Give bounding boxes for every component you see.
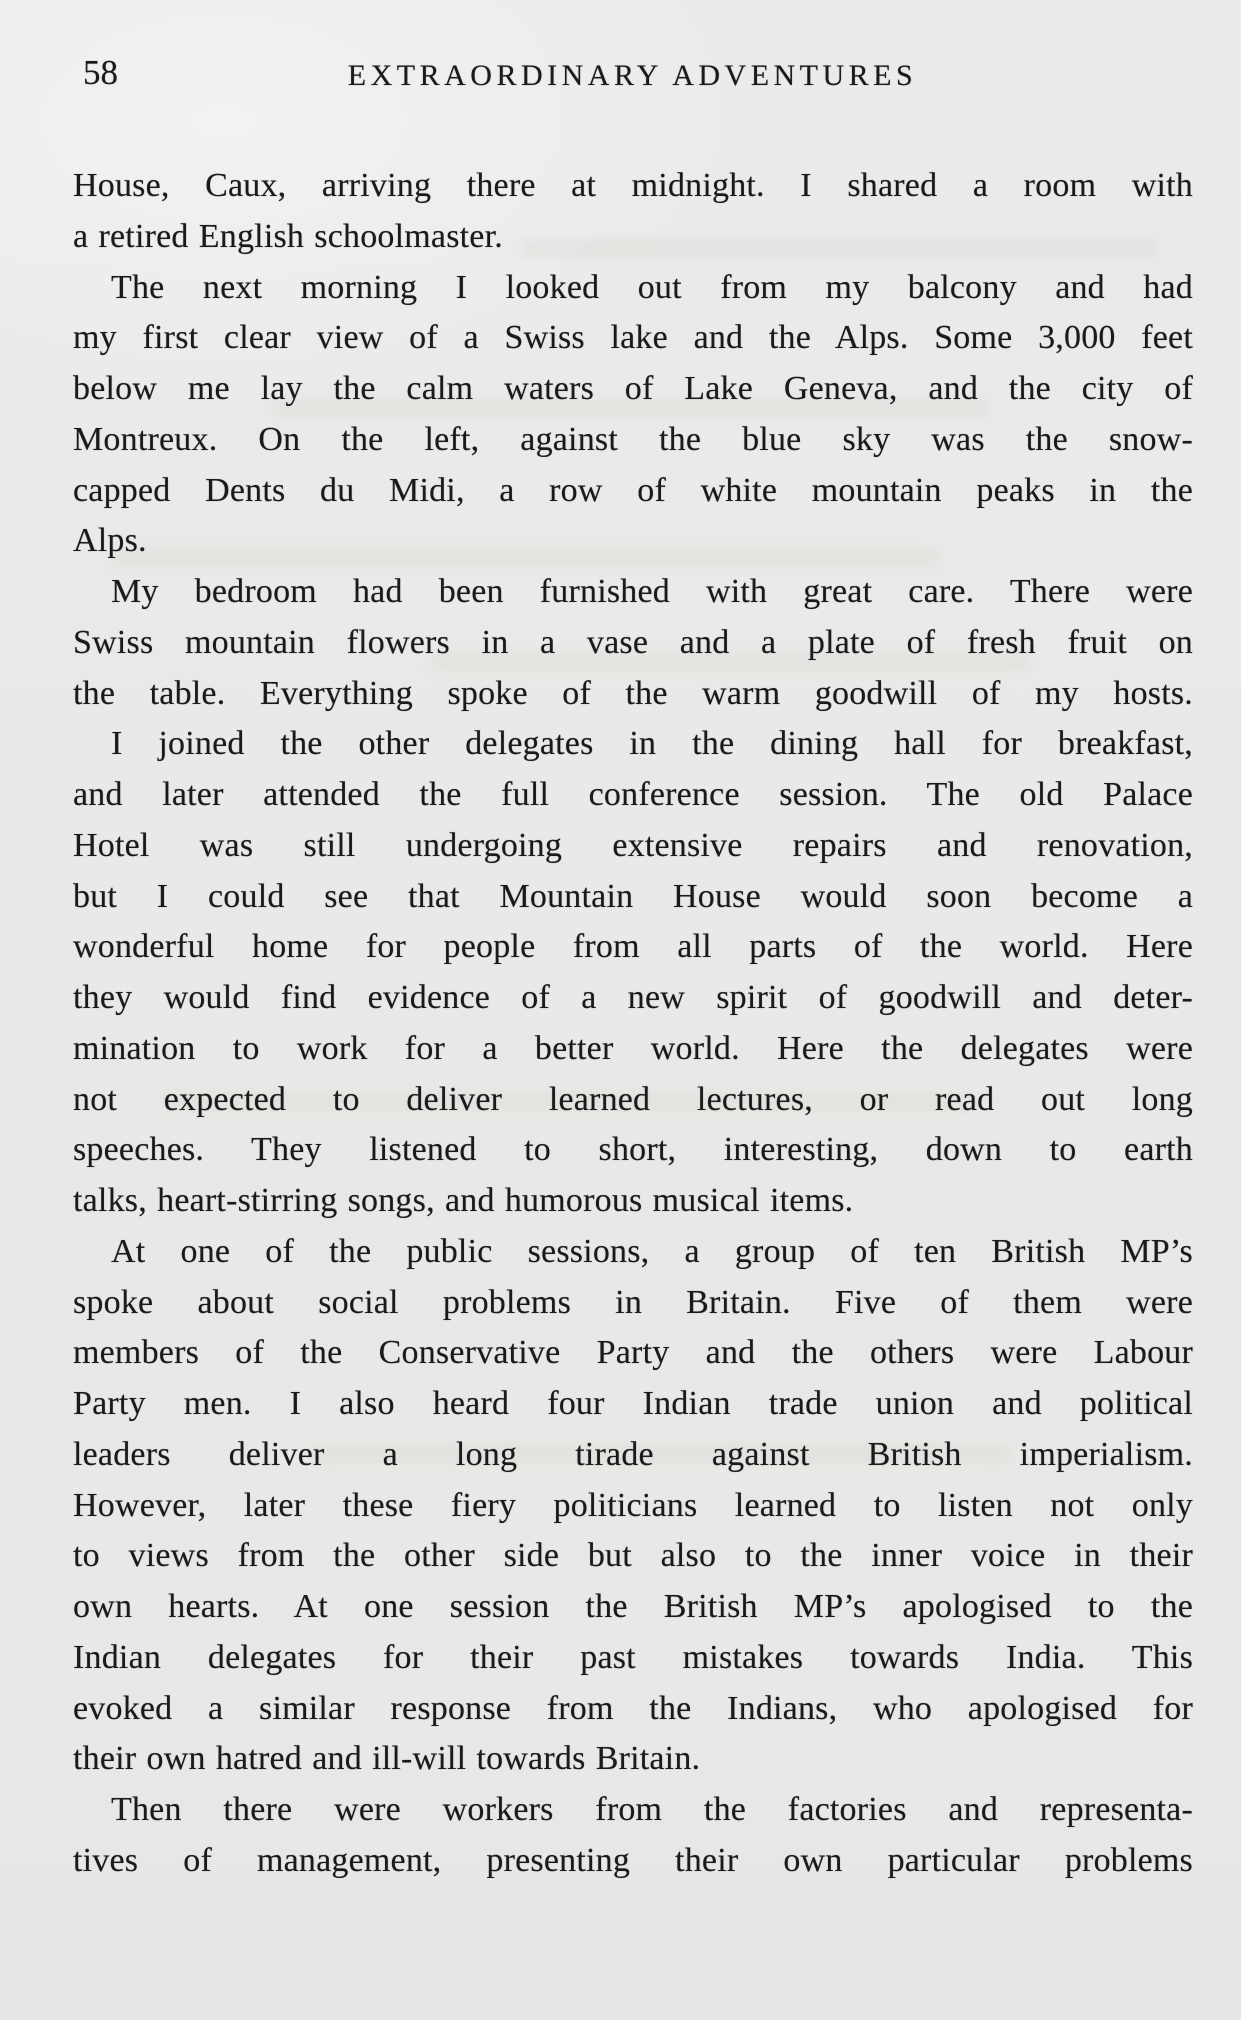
text-line: to views from the other side but also to the inner voice in their bbox=[73, 1537, 1193, 1575]
text-line: evoked a similar response from the Indians, who apologised for bbox=[73, 1689, 1193, 1727]
text-line: spoke about social problems in Britain. Five of them were bbox=[73, 1283, 1193, 1321]
text-line: talks, heart-stirring songs, and humorous musical items. bbox=[73, 1182, 854, 1219]
text-line: own hearts. At one session the British MP’s apologised to the bbox=[73, 1588, 1193, 1625]
text-line: but I could see that Mountain House would soon become a bbox=[73, 877, 1193, 915]
text-line: wonderful home for people from all parts of the world. Here bbox=[73, 928, 1193, 966]
text-line: Swiss mountain flowers in a vase and a plate of fresh fruit on bbox=[73, 623, 1193, 661]
text-line: a retired English schoolmaster. bbox=[73, 217, 503, 255]
running-title: EXTRAORDINARY ADVENTURES bbox=[347, 59, 918, 92]
text-line: Then there were workers from the factories and representa- bbox=[111, 1791, 1193, 1828]
text-line: At one of the public sessions, a group of ten British MP’s bbox=[111, 1232, 1193, 1270]
text-line: Montreux. On the left, against the blue sky was the snow- bbox=[73, 420, 1193, 458]
text-line: Hotel was still undergoing extensive repairs and renovation, bbox=[73, 826, 1193, 864]
text-line: mination to work for a better world. Here the delegates were bbox=[73, 1029, 1193, 1067]
text-line: and later attended the full conference session. The old Palace bbox=[73, 776, 1193, 813]
text-line: not expected to deliver learned lectures, or read out long bbox=[73, 1080, 1193, 1118]
text-line: My bedroom had been furnished with great care. There were bbox=[111, 573, 1193, 610]
page-number: 58 bbox=[83, 53, 118, 92]
text-line: House, Caux, arriving there at midnight. I shared a room with bbox=[73, 167, 1193, 204]
text-line: my first clear view of a Swiss lake and the Alps. Some 3,000 feet bbox=[73, 319, 1193, 357]
text-line: members of the Conservative Party and the others were Labour bbox=[73, 1334, 1193, 1372]
text-line: However, later these fiery politicians learned to listen not only bbox=[73, 1486, 1193, 1524]
body-text bbox=[73, 161, 1193, 1887]
text-line: capped Dents du Midi, a row of white mountain peaks in the bbox=[73, 471, 1193, 509]
text-line: I joined the other delegates in the dining hall for breakfast, bbox=[111, 725, 1193, 763]
text-line: they would find evidence of a new spirit of goodwill and deter- bbox=[73, 979, 1193, 1016]
text-line: The next morning I looked out from my balcony and had bbox=[111, 268, 1193, 306]
text-line: Indian delegates for their past mistakes towards India. This bbox=[73, 1638, 1193, 1676]
text-line: speeches. They listened to short, interesting, down to earth bbox=[73, 1131, 1193, 1169]
text-line: their own hatred and ill-will towards Britain. bbox=[73, 1740, 701, 1778]
text-line: tives of management, presenting their own particular problems bbox=[73, 1841, 1193, 1879]
text-line: leaders deliver a long tirade against British imperialism. bbox=[73, 1435, 1193, 1473]
text-line: Party men. I also heard four Indian trade union and political bbox=[73, 1385, 1193, 1422]
text-line: Alps. bbox=[73, 522, 147, 560]
text-line: below me lay the calm waters of Lake Geneva, and the city of bbox=[73, 370, 1193, 407]
text-line: the table. Everything spoke of the warm goodwill of my hosts. bbox=[73, 674, 1193, 712]
